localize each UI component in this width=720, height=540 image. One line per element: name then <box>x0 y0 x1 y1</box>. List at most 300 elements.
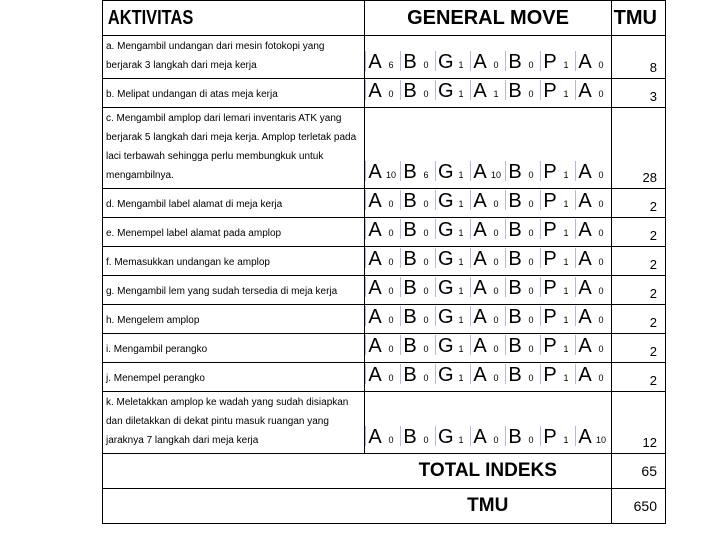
tmu-value: 2 <box>649 344 657 359</box>
sequence-letter: A <box>368 335 382 357</box>
sequence-divider <box>575 219 576 239</box>
sequence-letter: A <box>473 335 487 357</box>
sequence-index: 0 <box>528 228 534 238</box>
sequence-letter: G <box>438 51 454 73</box>
sequence-letter: B <box>403 80 417 102</box>
sequence-divider <box>400 219 401 239</box>
sequence-divider <box>400 426 401 446</box>
sequence-index: 0 <box>528 315 534 325</box>
sequence-divider <box>365 364 366 384</box>
activity-description: c. Mengambil amplop dari lemari inventaris ATK yang berjarak 5 langkah dari meja kerja. Amplop terletak pada laci terbawah sehingga perlu membungkuk untuk mengambilnya. <box>106 113 357 181</box>
sequence-index: 0 <box>423 228 429 238</box>
tmu-cell <box>612 79 666 108</box>
sequence-divider <box>365 277 366 297</box>
sequence-divider <box>470 51 471 71</box>
general-move-sequence <box>365 276 611 304</box>
activity-description: i. Mengambil perangko <box>106 344 208 355</box>
general-move-cell <box>365 218 612 247</box>
sequence-letter: A <box>473 248 487 270</box>
sequence-letter: G <box>438 426 454 448</box>
activity-cell <box>103 189 365 218</box>
sequence-letter: B <box>508 277 522 299</box>
sequence-letter: B <box>403 335 417 357</box>
activity-row <box>103 79 666 108</box>
sequence-divider <box>470 364 471 384</box>
sequence-letter: A <box>473 277 487 299</box>
sequence-index: 1 <box>458 315 464 325</box>
sequence-letter: A <box>473 364 487 386</box>
sequence-index: 0 <box>528 257 534 267</box>
sequence-divider <box>400 277 401 297</box>
sequence-index: 0 <box>388 228 394 238</box>
general-move-sequence <box>365 160 611 188</box>
tmu-value: 3 <box>649 89 657 104</box>
sequence-divider <box>505 364 506 384</box>
sequence-letter: B <box>508 51 522 73</box>
general-move-cell <box>365 79 612 108</box>
sequence-letter: A <box>368 219 382 241</box>
tmu-cell <box>612 392 666 454</box>
sequence-letter: B <box>508 161 522 183</box>
activity-row <box>103 247 666 276</box>
sequence-letter: G <box>438 364 454 386</box>
sequence-letter: A <box>578 335 592 357</box>
tmu-cell <box>612 218 666 247</box>
sequence-letter: A <box>578 190 592 212</box>
sequence-index: 0 <box>493 435 499 445</box>
sequence-divider <box>540 335 541 355</box>
tmu-value: 8 <box>649 60 657 75</box>
sequence-index: 0 <box>598 315 604 325</box>
sequence-index: 0 <box>528 344 534 354</box>
sequence-letter: A <box>578 426 592 448</box>
sequence-index: 1 <box>563 435 569 445</box>
general-move-sequence <box>365 363 611 391</box>
activity-cell <box>103 305 365 334</box>
sequence-letter: G <box>438 80 454 102</box>
activity-description: b. Melipat undangan di atas meja kerja <box>106 89 278 100</box>
tmu-cell <box>612 108 666 189</box>
sequence-index: 0 <box>423 373 429 383</box>
sequence-divider <box>400 161 401 181</box>
sequence-divider <box>505 277 506 297</box>
header-tmu-cell <box>612 1 666 36</box>
sequence-index: 6 <box>423 170 429 180</box>
sequence-index: 0 <box>493 228 499 238</box>
sequence-letter: A <box>578 248 592 270</box>
sequence-index: 10 <box>385 170 396 180</box>
sequence-letter: A <box>578 219 592 241</box>
sequence-divider <box>470 426 471 446</box>
sequence-index: 0 <box>388 286 394 296</box>
sequence-divider <box>470 190 471 210</box>
sequence-divider <box>505 80 506 100</box>
sequence-index: 0 <box>528 199 534 209</box>
sequence-divider <box>400 80 401 100</box>
activity-description: a. Mengambil undangan dari mesin fotokopi yang berjarak 3 langkah dari meja kerja <box>106 41 325 71</box>
sequence-divider <box>470 306 471 326</box>
sequence-index: 1 <box>563 257 569 267</box>
sequence-divider <box>575 306 576 326</box>
sequence-divider <box>365 51 366 71</box>
sequence-index: 0 <box>598 228 604 238</box>
sequence-divider <box>435 277 436 297</box>
sequence-letter: B <box>508 364 522 386</box>
sequence-divider <box>365 80 366 100</box>
activity-row <box>103 334 666 363</box>
total-tmu-value: 650 <box>633 498 657 514</box>
activity-row <box>103 276 666 305</box>
activity-row <box>103 305 666 334</box>
sequence-divider <box>470 277 471 297</box>
activity-row <box>103 189 666 218</box>
general-move-cell <box>365 392 612 454</box>
sequence-index: 0 <box>598 286 604 296</box>
sequence-divider <box>540 306 541 326</box>
sequence-divider <box>435 161 436 181</box>
sequence-index: 1 <box>458 344 464 354</box>
sequence-index: 0 <box>493 199 499 209</box>
tmu-value: 2 <box>649 286 657 301</box>
header-activities: AKTIVITAS <box>107 6 194 29</box>
activity-row <box>103 392 666 454</box>
sequence-letter: A <box>578 80 592 102</box>
sequence-divider <box>400 248 401 268</box>
sequence-letter: B <box>403 190 417 212</box>
sequence-index: 0 <box>423 435 429 445</box>
tmu-cell <box>612 36 666 79</box>
sequence-letter: B <box>403 51 417 73</box>
sequence-divider <box>435 80 436 100</box>
sequence-divider <box>505 306 506 326</box>
tmu-value: 2 <box>649 373 657 388</box>
activity-description: j. Menempel perangko <box>106 373 205 384</box>
activity-description: k. Meletakkan amplop ke wadah yang sudah disiapkan dan diletakkan di dekat pintu masuk ruangan yang jaraknya 7 langkah dari meja kerja <box>106 397 349 446</box>
sequence-letter: P <box>543 364 557 386</box>
sequence-index: 0 <box>598 170 604 180</box>
general-move-cell <box>365 247 612 276</box>
sequence-letter: B <box>508 248 522 270</box>
sequence-letter: G <box>438 219 454 241</box>
sequence-index: 0 <box>423 286 429 296</box>
tmu-value: 2 <box>649 228 657 243</box>
sequence-letter: A <box>368 51 382 73</box>
sequence-index: 0 <box>423 344 429 354</box>
sequence-letter: P <box>543 219 557 241</box>
sequence-divider <box>540 219 541 239</box>
sequence-index: 0 <box>493 60 499 70</box>
sequence-divider <box>505 248 506 268</box>
sequence-index: 0 <box>528 435 534 445</box>
sequence-divider <box>505 161 506 181</box>
general-move-cell <box>365 334 612 363</box>
sequence-index: 0 <box>423 257 429 267</box>
sequence-letter: G <box>438 248 454 270</box>
sequence-letter: P <box>543 51 557 73</box>
sequence-index: 0 <box>528 286 534 296</box>
sequence-index: 1 <box>458 435 464 445</box>
general-move-cell <box>365 189 612 218</box>
sequence-letter: A <box>473 306 487 328</box>
sequence-divider <box>435 335 436 355</box>
sequence-letter: B <box>403 364 417 386</box>
sequence-divider <box>435 190 436 210</box>
sequence-divider <box>365 190 366 210</box>
sequence-index: 1 <box>563 228 569 238</box>
sequence-letter: A <box>368 80 382 102</box>
general-move-cell <box>365 363 612 392</box>
sequence-letter: A <box>578 306 592 328</box>
sequence-index: 0 <box>388 89 394 99</box>
sequence-index: 10 <box>490 170 501 180</box>
sequence-divider <box>400 335 401 355</box>
sequence-letter: G <box>438 335 454 357</box>
sequence-index: 1 <box>563 286 569 296</box>
sequence-index: 0 <box>493 315 499 325</box>
sequence-index: 1 <box>458 257 464 267</box>
sequence-letter: G <box>438 277 454 299</box>
sequence-letter: B <box>403 426 417 448</box>
sequence-index: 1 <box>458 228 464 238</box>
sequence-divider <box>505 219 506 239</box>
sequence-divider <box>575 190 576 210</box>
total-index-value-cell <box>612 454 666 489</box>
tmu-value: 2 <box>649 315 657 330</box>
sequence-index: 0 <box>598 257 604 267</box>
sequence-letter: P <box>543 335 557 357</box>
sequence-letter: A <box>578 277 592 299</box>
sequence-index: 1 <box>563 315 569 325</box>
sequence-index: 0 <box>493 344 499 354</box>
sequence-index: 0 <box>493 286 499 296</box>
sequence-letter: A <box>368 190 382 212</box>
sequence-divider <box>540 248 541 268</box>
total-index-spacer <box>103 454 365 489</box>
tmu-cell <box>612 363 666 392</box>
sequence-index: 0 <box>598 373 604 383</box>
tmu-value: 28 <box>642 170 657 185</box>
general-move-sequence <box>365 218 611 246</box>
activity-description: e. Menempel label alamat pada amplop <box>106 228 282 239</box>
sequence-letter: B <box>508 219 522 241</box>
tmu-cell <box>612 334 666 363</box>
sequence-divider <box>505 426 506 446</box>
sequence-index: 1 <box>458 199 464 209</box>
sequence-index: 0 <box>388 373 394 383</box>
activity-cell <box>103 218 365 247</box>
tmu-cell <box>612 276 666 305</box>
sequence-divider <box>540 190 541 210</box>
total-tmu-row <box>103 489 666 524</box>
sequence-letter: A <box>578 364 592 386</box>
total-index-label: TOTAL INDEKS <box>418 460 557 481</box>
sequence-letter: A <box>473 426 487 448</box>
sequence-letter: B <box>403 277 417 299</box>
sequence-divider <box>575 335 576 355</box>
sequence-index: 0 <box>388 344 394 354</box>
sequence-letter: A <box>578 161 592 183</box>
sequence-divider <box>435 248 436 268</box>
sequence-index: 1 <box>458 89 464 99</box>
header-tmu: TMU <box>613 6 657 29</box>
sequence-index: 0 <box>423 60 429 70</box>
tmu-value: 2 <box>649 257 657 272</box>
sequence-letter: B <box>403 248 417 270</box>
sequence-letter: G <box>438 306 454 328</box>
sequence-divider <box>365 335 366 355</box>
sequence-letter: P <box>543 277 557 299</box>
sequence-divider <box>470 219 471 239</box>
sequence-divider <box>365 161 366 181</box>
total-index-value: 65 <box>641 463 657 479</box>
sequence-divider <box>400 51 401 71</box>
sequence-index: 0 <box>388 257 394 267</box>
sequence-index: 0 <box>423 199 429 209</box>
sequence-index: 1 <box>563 344 569 354</box>
general-move-sequence <box>365 425 611 453</box>
sequence-divider <box>365 219 366 239</box>
sequence-index: 1 <box>493 89 499 99</box>
activity-cell <box>103 363 365 392</box>
sequence-index: 1 <box>563 373 569 383</box>
sequence-letter: A <box>473 219 487 241</box>
sequence-letter: A <box>473 190 487 212</box>
activity-cell <box>103 392 365 454</box>
sequence-divider <box>575 51 576 71</box>
sequence-letter: B <box>508 335 522 357</box>
sequence-divider <box>400 190 401 210</box>
sequence-letter: B <box>403 161 417 183</box>
sequence-divider <box>575 248 576 268</box>
sequence-letter: B <box>508 426 522 448</box>
sequence-index: 1 <box>563 60 569 70</box>
sequence-letter: A <box>473 80 487 102</box>
sequence-index: 0 <box>598 60 604 70</box>
sequence-divider <box>575 161 576 181</box>
activity-cell <box>103 79 365 108</box>
sequence-divider <box>470 80 471 100</box>
sequence-index: 0 <box>528 170 534 180</box>
sequence-index: 1 <box>458 60 464 70</box>
activity-row <box>103 363 666 392</box>
sequence-divider <box>505 51 506 71</box>
activity-row <box>103 218 666 247</box>
sequence-index: 10 <box>595 435 606 445</box>
sequence-divider <box>540 51 541 71</box>
activity-description: f. Memasukkan undangan ke amplop <box>106 257 270 268</box>
activity-description: g. Mengambil lem yang sudah tersedia di meja kerja <box>106 286 338 297</box>
sequence-letter: P <box>543 161 557 183</box>
activity-cell <box>103 247 365 276</box>
general-move-cell <box>365 36 612 79</box>
sequence-divider <box>540 277 541 297</box>
sequence-letter: P <box>543 306 557 328</box>
general-move-sequence <box>365 50 611 78</box>
total-tmu-spacer <box>103 489 365 524</box>
sequence-divider <box>365 306 366 326</box>
sequence-divider <box>365 248 366 268</box>
sequence-letter: A <box>368 248 382 270</box>
sequence-divider <box>575 364 576 384</box>
sequence-divider <box>470 248 471 268</box>
general-move-sequence <box>365 334 611 362</box>
sequence-letter: G <box>438 190 454 212</box>
sequence-letter: B <box>508 306 522 328</box>
sequence-divider <box>540 161 541 181</box>
sequence-divider <box>575 80 576 100</box>
activity-description: h. Mengelem amplop <box>106 315 200 326</box>
sequence-divider <box>505 335 506 355</box>
sequence-divider <box>540 80 541 100</box>
sequence-letter: P <box>543 190 557 212</box>
sequence-divider <box>400 364 401 384</box>
sequence-letter: A <box>368 364 382 386</box>
sequence-index: 6 <box>388 60 394 70</box>
activity-description: d. Mengambil label alamat di meja kerja <box>106 199 283 210</box>
sequence-divider <box>435 364 436 384</box>
header-activities-cell <box>103 1 365 36</box>
sequence-letter: B <box>403 306 417 328</box>
sequence-index: 0 <box>493 257 499 267</box>
sequence-letter: B <box>403 219 417 241</box>
general-move-sequence <box>365 305 611 333</box>
sequence-divider <box>540 426 541 446</box>
sequence-index: 0 <box>528 89 534 99</box>
sequence-index: 0 <box>598 344 604 354</box>
sequence-index: 0 <box>493 373 499 383</box>
general-move-cell <box>365 305 612 334</box>
total-index-label-cell <box>365 454 612 489</box>
activity-row <box>103 36 666 79</box>
total-index-row <box>103 454 666 489</box>
sequence-letter: A <box>473 161 487 183</box>
activity-row <box>103 108 666 189</box>
sequence-divider <box>575 277 576 297</box>
tmu-cell <box>612 247 666 276</box>
sequence-divider <box>435 51 436 71</box>
sequence-index: 0 <box>598 199 604 209</box>
sequence-letter: A <box>578 51 592 73</box>
sequence-divider <box>470 335 471 355</box>
sequence-letter: A <box>368 277 382 299</box>
sequence-index: 1 <box>458 170 464 180</box>
sequence-letter: P <box>543 248 557 270</box>
sequence-letter: G <box>438 161 454 183</box>
sequence-index: 1 <box>563 170 569 180</box>
sequence-divider <box>365 426 366 446</box>
sequence-divider <box>575 426 576 446</box>
total-tmu-value-cell <box>612 489 666 524</box>
activity-cell <box>103 108 365 189</box>
sequence-letter: A <box>473 51 487 73</box>
sequence-divider <box>435 219 436 239</box>
sequence-index: 1 <box>563 199 569 209</box>
sequence-letter: P <box>543 80 557 102</box>
sequence-divider <box>435 426 436 446</box>
sequence-index: 0 <box>423 315 429 325</box>
sequence-letter: P <box>543 426 557 448</box>
activity-cell <box>103 276 365 305</box>
sequence-divider <box>470 161 471 181</box>
sequence-divider <box>400 306 401 326</box>
sequence-divider <box>435 306 436 326</box>
sequence-index: 0 <box>388 199 394 209</box>
sequence-index: 0 <box>598 89 604 99</box>
sequence-letter: A <box>368 426 382 448</box>
header-general-move-cell <box>365 1 612 36</box>
sequence-index: 0 <box>388 315 394 325</box>
general-move-sequence <box>365 189 611 217</box>
